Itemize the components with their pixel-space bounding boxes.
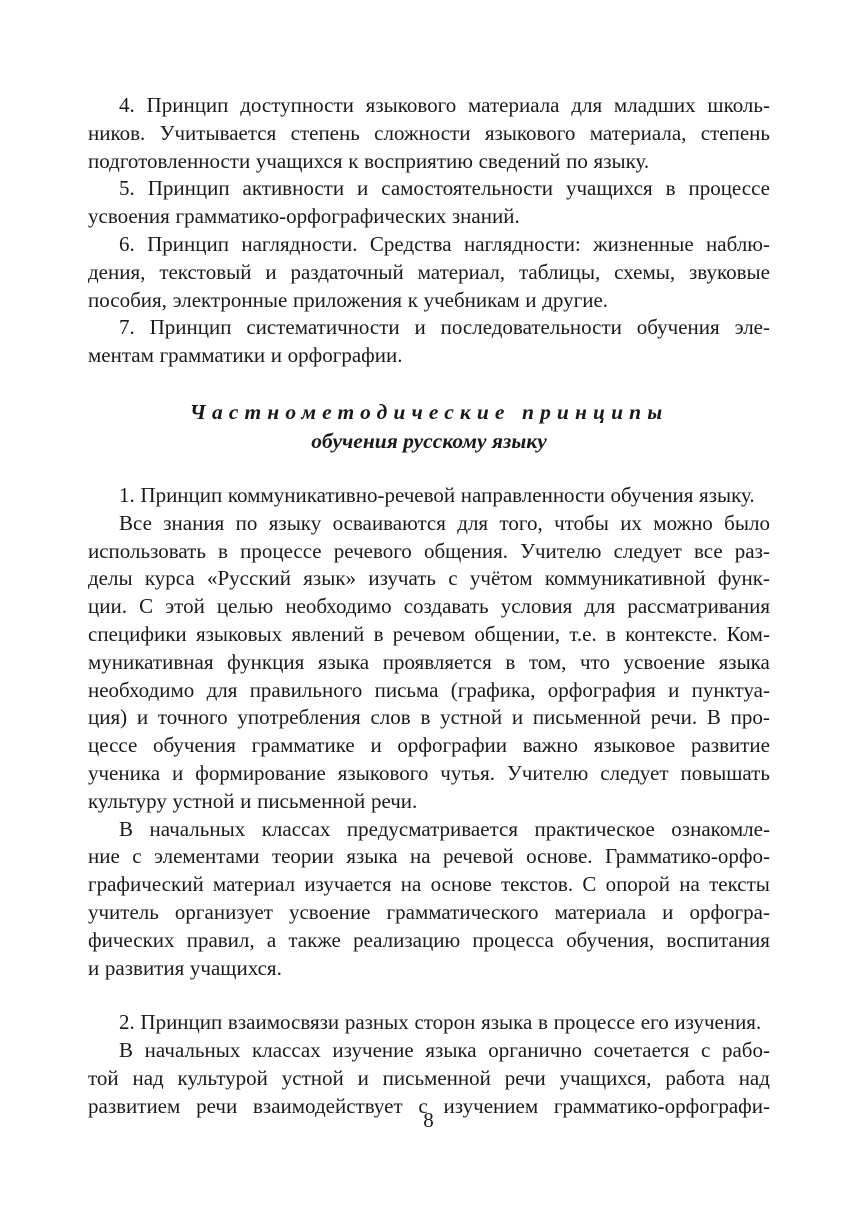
text-line: учитель организует усвоение грамматического материала и орфогра-: [88, 899, 770, 924]
text-line: 4. Принцип доступности языкового материала для младших школь-: [119, 93, 770, 117]
text-line: использовать в процессе речевого общения. Учителю следует все раз-: [88, 538, 770, 563]
heading-line-1: Частнометодические принципы: [189, 399, 669, 424]
text-line: дения, текстовый и раздаточный материал, таблицы, схемы, звуковые: [88, 259, 770, 284]
text-line: культуру устной и письменной речи.: [88, 788, 418, 813]
text-line: 5. Принцип активности и самостоятельности учащихся в процессе: [119, 176, 770, 201]
text-line: 6. Принцип наглядности. Средства наглядности: жизненные наблю-: [119, 231, 770, 256]
text-line: ников. Учитывается степень сложности языкового материала, степень: [88, 120, 770, 145]
text-line: ция) и точного употребления слов в устной и письменной речи. В про-: [88, 705, 770, 730]
text-line: усвоения грамматико-орфографических знаний.: [88, 204, 520, 229]
text-line: В начальных классах изучение языка органично сочетается с рабо-: [119, 1038, 770, 1063]
text-line: и развития учащихся.: [88, 955, 282, 980]
text-line: подготовленности учащихся к восприятию сведений по языку.: [88, 148, 650, 173]
text-line: специфики языковых явлений в речевом общении, т.е. в контексте. Ком-: [88, 621, 770, 646]
text-line: 1. Принцип коммуникативно-речевой направленности обучения языку.: [119, 482, 755, 507]
page-content: [88, 92, 770, 1121]
text-line: ние с элементами теории языка на речевой основе. Грамматико-орфо-: [88, 844, 770, 869]
text-line: В начальных классах предусматривается практическое ознакомле-: [119, 816, 770, 841]
text-line: той над культурой устной и письменной речи учащихся, работа над: [88, 1065, 770, 1090]
section-interrelation-principle: [88, 1009, 770, 1120]
text-line: муникативная функция языка проявляется в том, что усвоение языка: [88, 649, 770, 674]
text-line: развитием речи взаимодействует с изучением грамматико-орфографи-: [88, 1093, 770, 1118]
principles-list: [88, 92, 770, 370]
text-line: Все знания по языку осваиваются для того, чтобы их можно было: [119, 510, 770, 535]
text-line: цессе обучения грамматике и орфографии важно языковое развитие: [88, 733, 770, 758]
text-line: фических правил, а также реализацию процесса обучения, воспитания: [88, 927, 770, 952]
text-line: 2. Принцип взаимосвязи разных сторон языка в процессе его изучения.: [119, 1010, 762, 1035]
text-line: ментам грамматики и орфографии.: [88, 343, 403, 368]
text-line: делы курса «Русский язык» изучать с учётом коммуникативной функ-: [88, 566, 770, 591]
text-line: необходимо для правильного письма (графика, орфография и пунктуа-: [88, 677, 770, 702]
page-number: 8: [423, 1108, 434, 1132]
text-line: графический материал изучается на основе текстов. С опорой на тексты: [88, 872, 770, 897]
text-line: ции. С этой целью необходимо создавать условия для рассматривания: [88, 594, 770, 619]
heading-line-2: обучения русскому языку: [311, 428, 547, 453]
text-line: пособия, электронные приложения к учебникам и другие.: [88, 287, 609, 312]
text-line: 7. Принцип систематичности и последовательности обучения эле-: [119, 315, 770, 340]
paragraph-gap: [88, 982, 770, 1009]
text-line: ученика и формирование языкового чутья. Учителю следует повышать: [88, 760, 770, 785]
section-heading: [88, 398, 770, 456]
section-communicative-principle: [88, 482, 770, 982]
